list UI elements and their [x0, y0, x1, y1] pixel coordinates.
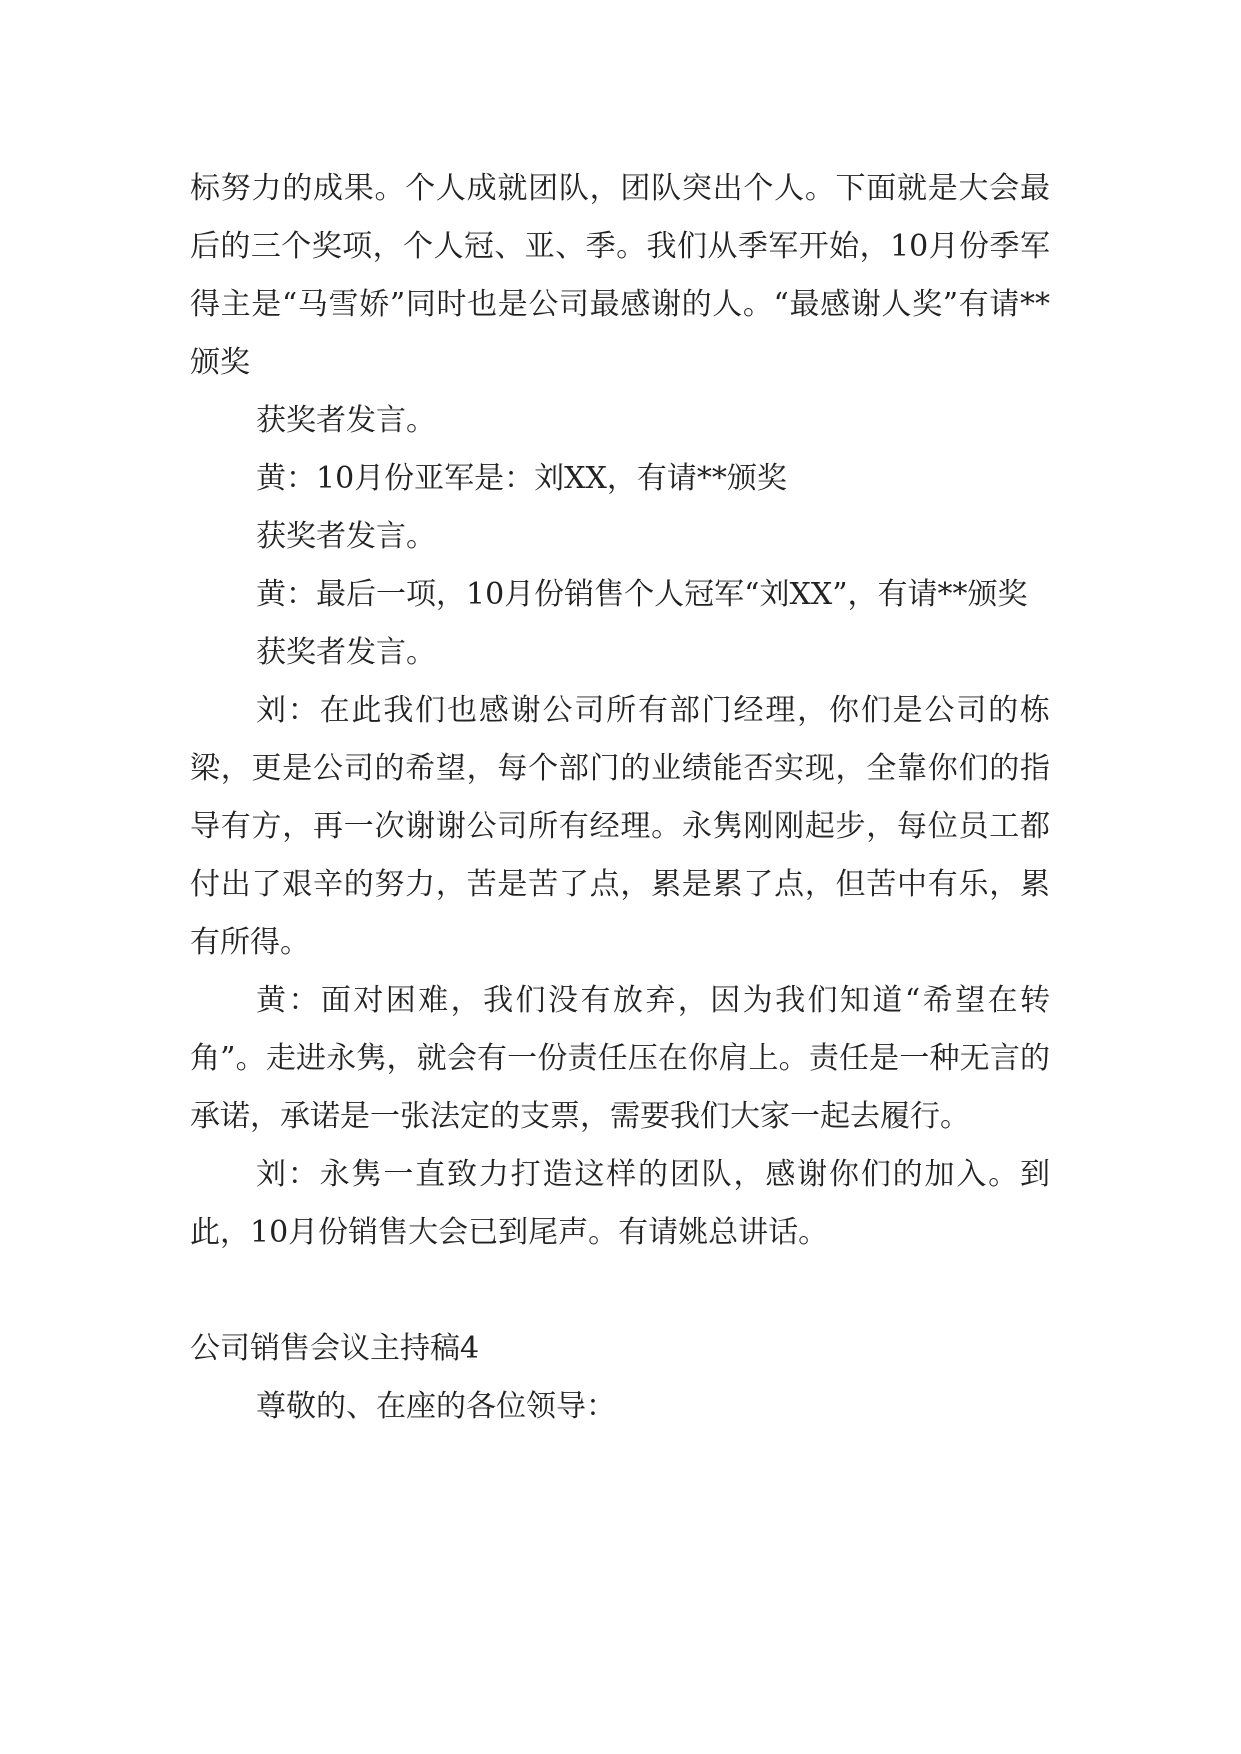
paragraph-runner-up: 黄：10月份亚军是：刘XX，有请**颁奖 [256, 461, 787, 496]
paragraph-winner-speech: 获奖者发言。 [256, 635, 436, 670]
section-spacer [190, 1262, 1050, 1320]
document-body [190, 160, 1050, 1436]
paragraph-thanks-managers: 刘：在此我们也感谢公司所有部门经理，你们是公司的栋梁，更是公司的希望，每个部门的业绩能否实现，全靠你们的指导有方，再一次谢谢公司所有经理。永隽刚刚起步，每位员工都付出了艰辛的努力，苦是苦了点，累是累了点，但苦中有乐，累有所得。 [190, 693, 1050, 960]
paragraph-responsibility: 黄：面对困难，我们没有放弃，因为我们知道“希望在转角”。走进永隽，就会有一份责任压在你肩上。责任是一种无言的承诺，承诺是一张法定的支票，需要我们大家一起去履行。 [190, 983, 1050, 1134]
section-heading: 公司销售会议主持稿4 [190, 1331, 480, 1366]
paragraph-closing: 刘：永隽一直致力打造这样的团队，感谢你们的加入。到此，10月份销售大会已到尾声。有请姚总讲话。 [190, 1157, 1050, 1250]
paragraph-award-intro: 标努力的成果。个人成就团队，团队突出个人。下面就是大会最后的三个奖项，个人冠、亚、季。我们从季军开始，10月份季军得主是“马雪娇”同时也是公司最感谢的人。“最感谢人奖”有请**颁奖 [190, 171, 1050, 380]
paragraph-champion: 黄：最后一项，10月份销售个人冠军“刘XX”，有请**颁奖 [256, 577, 1028, 612]
opening-line: 尊敬的、在座的各位领导： [256, 1389, 616, 1424]
paragraph-winner-speech: 获奖者发言。 [256, 403, 436, 438]
paragraph-winner-speech: 获奖者发言。 [256, 519, 436, 554]
